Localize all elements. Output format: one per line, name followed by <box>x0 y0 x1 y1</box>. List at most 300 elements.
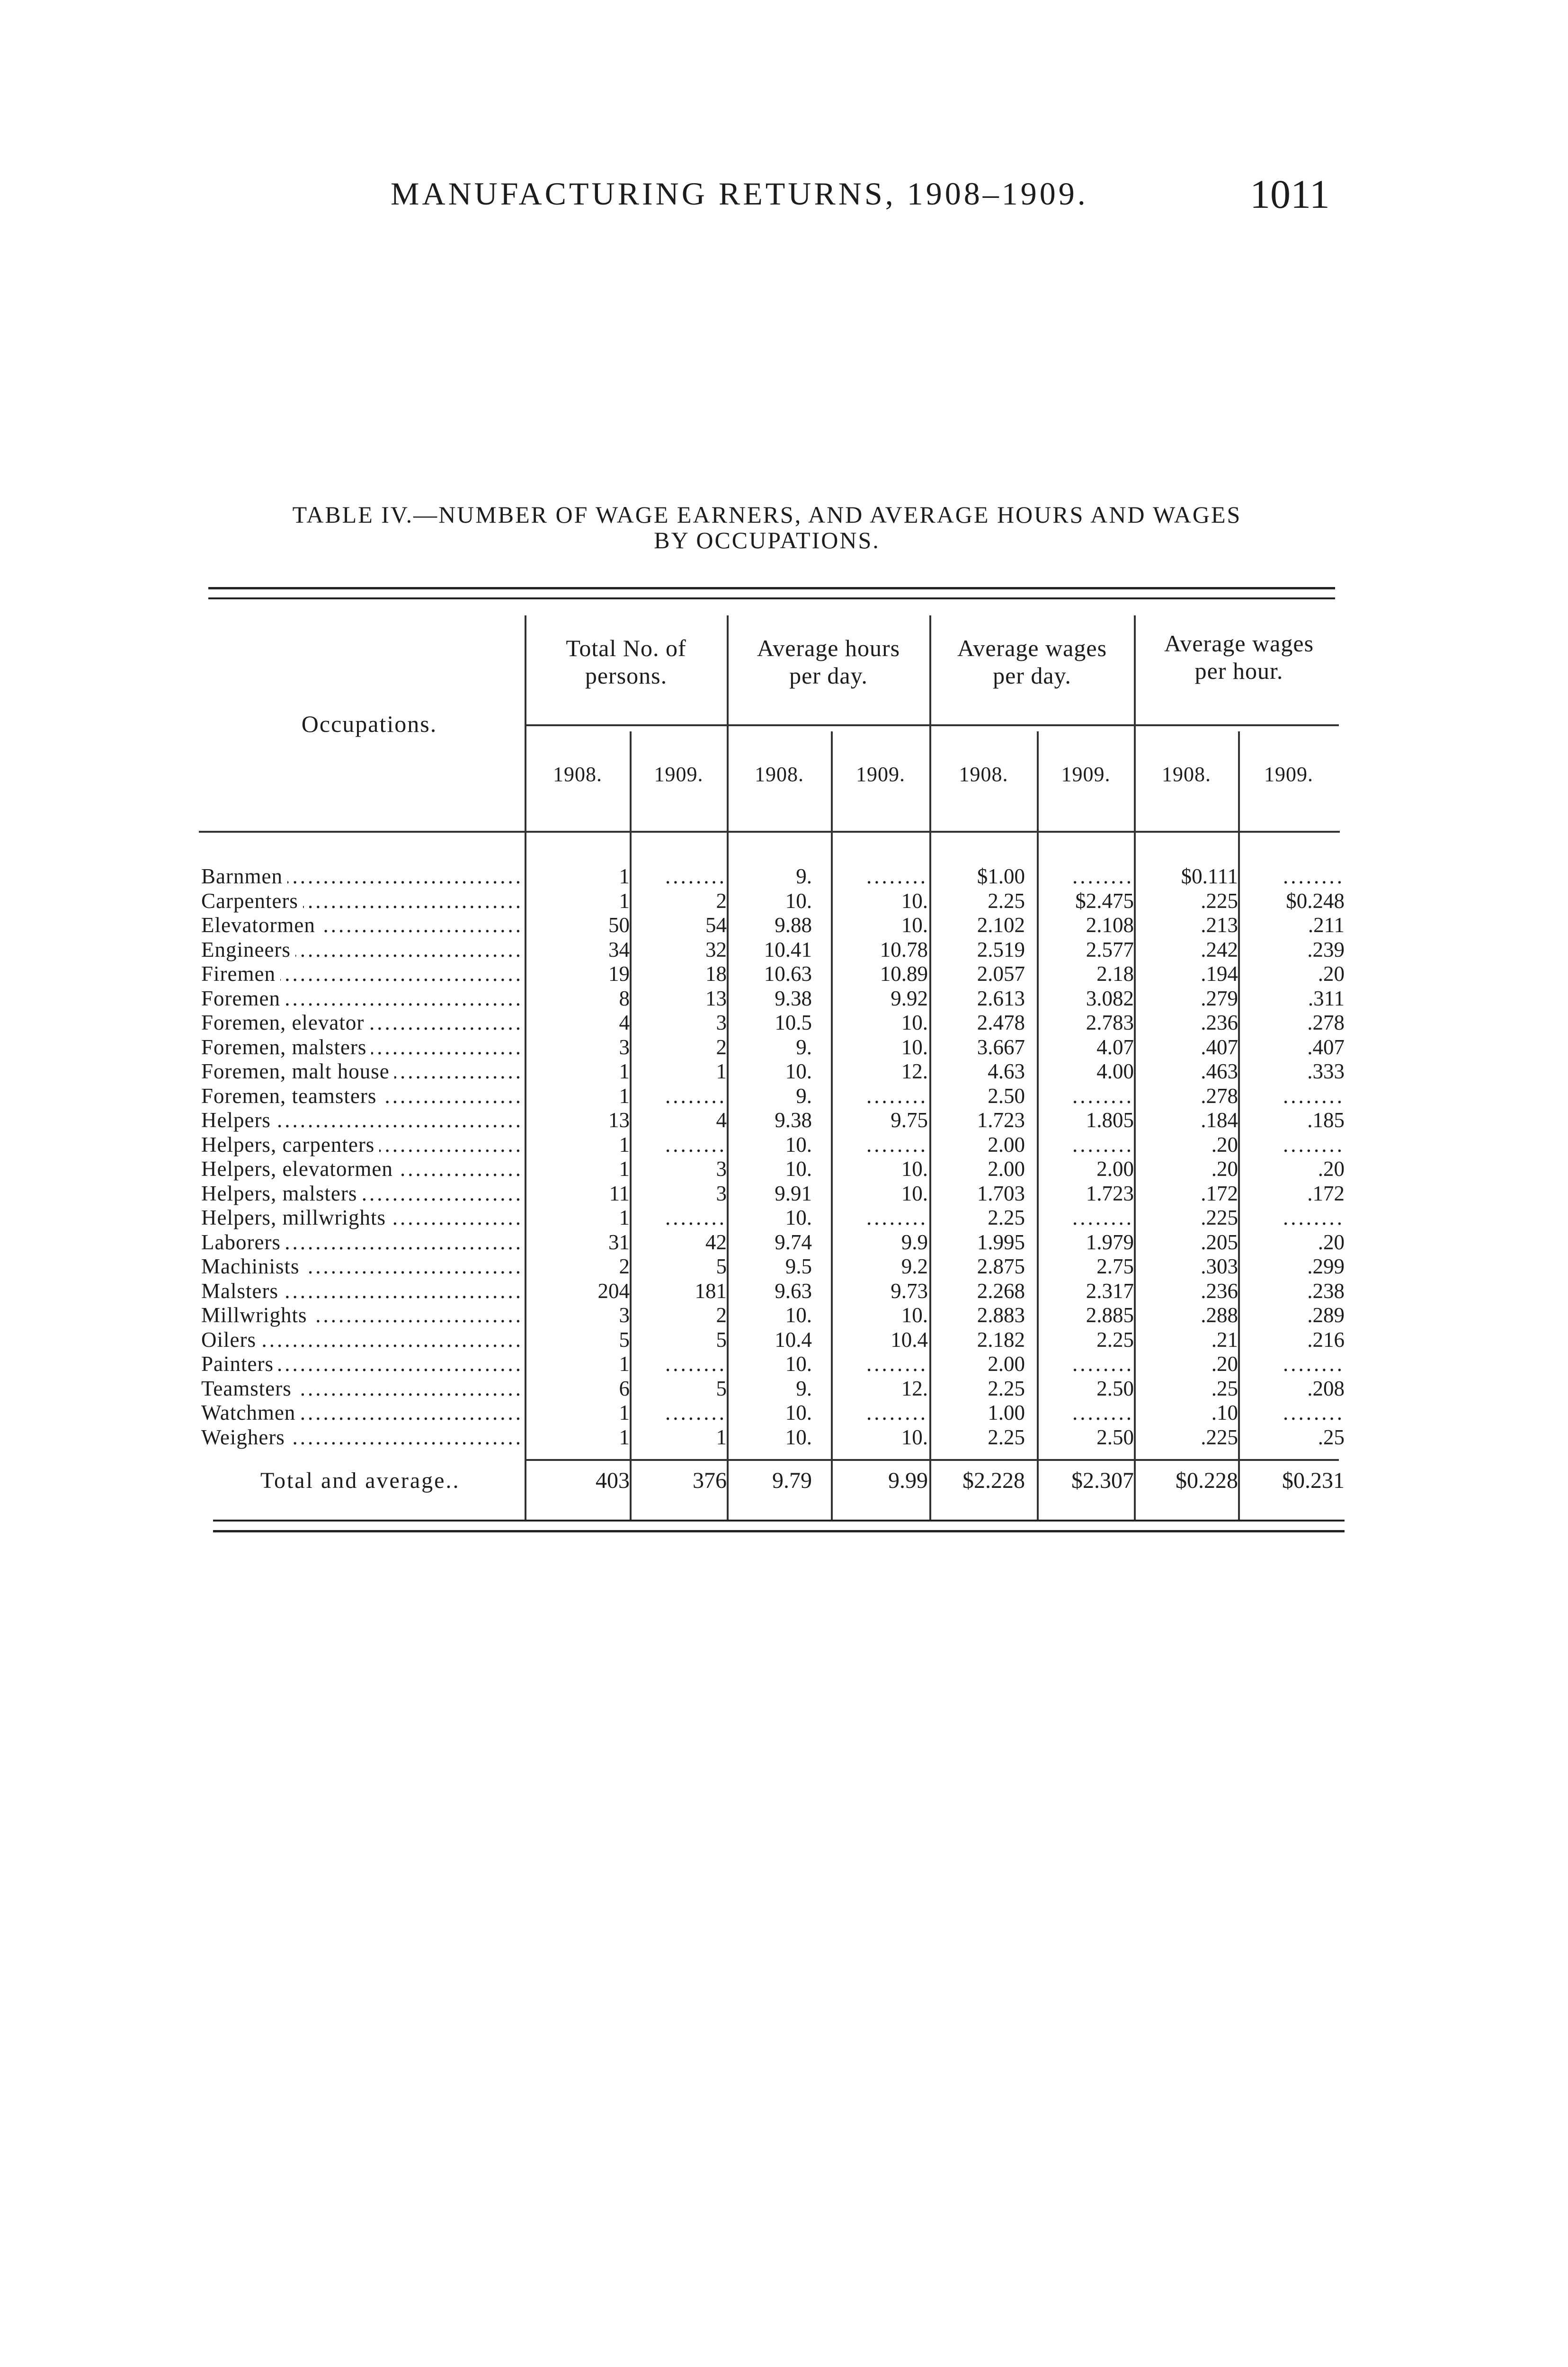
occupation-label: Foremen, elevator <box>201 1011 369 1034</box>
wages-hour-1908: .236 <box>1201 1011 1238 1034</box>
hours-1909: 10. <box>901 1181 928 1205</box>
persons-1909: ........ <box>665 1401 727 1424</box>
wages-day-1908: 2.25 <box>988 1425 1025 1449</box>
occupation-cell <box>201 1254 528 1279</box>
hours-1909: ........ <box>866 864 928 888</box>
top-rule <box>208 587 1335 589</box>
occupation-cell <box>201 1181 528 1206</box>
table-row <box>199 1279 1345 1303</box>
persons-1908: 3 <box>619 1035 630 1059</box>
persons-1908: 1 <box>619 889 630 913</box>
hours-1908: 10. <box>785 1425 812 1449</box>
hours-1909: 10. <box>901 1035 928 1059</box>
occupation-cell <box>201 1157 528 1181</box>
occupation-cell <box>201 937 528 962</box>
hours-1909: 12. <box>901 1376 928 1400</box>
persons-1908: 50 <box>608 913 630 937</box>
hours-1909: 10. <box>901 889 928 913</box>
table-body <box>199 864 1345 1449</box>
persons-1909: 4 <box>716 1108 727 1132</box>
occupation-label: Oilers <box>201 1328 261 1352</box>
persons-1909: ........ <box>665 1084 727 1108</box>
table-row <box>199 961 1345 986</box>
occupation-cell <box>201 1279 528 1303</box>
persons-1908: 1 <box>619 1059 630 1083</box>
hours-1908: 9.88 <box>775 913 812 937</box>
occupation-label: Weighers <box>201 1425 290 1449</box>
hours-1908: 10. <box>785 1132 812 1157</box>
persons-1909: 18 <box>705 962 727 986</box>
wages-hour-1909: .216 <box>1307 1327 1345 1352</box>
group-head-line: Average wages <box>1164 630 1314 657</box>
wages-day-1909: 3.082 <box>1086 986 1134 1010</box>
wages-day-1908: 3.667 <box>977 1035 1025 1059</box>
table-row <box>199 986 1345 1011</box>
wages-day-1908: 2.057 <box>977 962 1025 986</box>
year-head-wages-day-1909: 1909. <box>1061 763 1111 786</box>
group-head-line: per hour. <box>1194 658 1283 684</box>
wages-hour-1909: .238 <box>1307 1279 1345 1303</box>
wages-day-1908: 1.00 <box>988 1401 1025 1424</box>
occupation-cell <box>201 1327 528 1352</box>
persons-1908: 31 <box>608 1230 630 1254</box>
wages-day-1909: ........ <box>1072 1084 1134 1108</box>
hours-1909: 10.78 <box>880 937 928 961</box>
wages-day-1909: 2.50 <box>1096 1376 1134 1400</box>
persons-1908: 204 <box>597 1279 630 1303</box>
wages-hour-1908: .20 <box>1211 1157 1238 1181</box>
hours-1909: 9.9 <box>901 1230 928 1254</box>
wages-day-1909: 1.979 <box>1086 1230 1134 1254</box>
total-persons-1909: 376 <box>693 1468 727 1493</box>
header-bottom-rule <box>199 831 1340 833</box>
wages-day-1908: 2.00 <box>988 1157 1025 1181</box>
wages-hour-1909: .311 <box>1308 986 1345 1010</box>
top-rule-double <box>208 597 1335 599</box>
wages-hour-1908: .288 <box>1201 1303 1238 1327</box>
persons-1908: 6 <box>619 1376 630 1400</box>
hours-1908: 10. <box>785 1059 812 1083</box>
hours-1909: 10.4 <box>891 1327 928 1352</box>
persons-1908: 1 <box>619 1157 630 1181</box>
occupation-label: Malsters <box>201 1279 283 1303</box>
wages-hour-1908: .10 <box>1211 1401 1238 1424</box>
hours-1909: 10. <box>901 1157 928 1181</box>
group-head-line: Total No. of <box>566 635 686 661</box>
wages-hour-1909: .239 <box>1307 937 1345 961</box>
wages-hour-1909: ........ <box>1283 864 1345 888</box>
persons-1909: ........ <box>665 864 727 888</box>
occupation-cell <box>201 1425 528 1450</box>
wages-day-1909: 2.317 <box>1086 1279 1134 1303</box>
bottom-rule <box>213 1520 1345 1522</box>
hours-1909: 12. <box>901 1059 928 1083</box>
page-number: 1011 <box>1250 171 1330 217</box>
group-head-total-persons <box>526 634 727 689</box>
wages-hour-1908: .172 <box>1201 1181 1238 1205</box>
table-row <box>199 1084 1345 1108</box>
wages-day-1908: 2.25 <box>988 1376 1025 1400</box>
wages-day-1908: 2.00 <box>988 1352 1025 1376</box>
persons-1908: 8 <box>619 986 630 1010</box>
hours-1908: 9.5 <box>785 1255 812 1278</box>
hours-1909: 10. <box>901 1425 928 1449</box>
wages-day-1909: ........ <box>1072 864 1134 888</box>
persons-1909: 2 <box>716 1303 727 1327</box>
wages-hour-1909: .299 <box>1307 1255 1345 1278</box>
occupation-cell <box>201 986 528 1011</box>
hours-1908: 9.63 <box>775 1279 812 1303</box>
wages-hour-1908: .184 <box>1201 1108 1238 1132</box>
occupation-label: Foremen, teamsters <box>201 1084 381 1108</box>
total-wages-hour-1908: $0.228 <box>1176 1468 1238 1493</box>
hours-1909: 9.92 <box>891 986 928 1010</box>
wages-day-1908: 2.268 <box>977 1279 1025 1303</box>
occupation-cell <box>201 913 528 937</box>
wages-day-1909: 2.783 <box>1086 1011 1134 1034</box>
wages-day-1909: 4.00 <box>1096 1059 1134 1083</box>
wages-hour-1908: .242 <box>1201 937 1238 961</box>
hours-1909: 9.75 <box>891 1108 928 1132</box>
wages-hour-1909: .185 <box>1307 1108 1345 1132</box>
wages-day-1908: 2.519 <box>977 937 1025 961</box>
persons-1909: 5 <box>716 1376 727 1400</box>
occupation-cell <box>201 1352 528 1376</box>
wages-day-1909: 1.805 <box>1086 1108 1134 1132</box>
wages-day-1909: 4.07 <box>1096 1035 1134 1059</box>
wages-hour-1909: .289 <box>1307 1303 1345 1327</box>
occupation-label: Foremen, malsters <box>201 1035 371 1059</box>
persons-1908: 1 <box>619 1206 630 1229</box>
occupation-label: Foremen <box>201 987 285 1010</box>
wages-day-1909: ........ <box>1072 1352 1134 1376</box>
total-hours-1908: 9.79 <box>772 1468 812 1493</box>
wages-hour-1909: .208 <box>1307 1376 1345 1400</box>
wages-hour-1909: ........ <box>1283 1084 1345 1108</box>
table-row <box>199 1108 1345 1132</box>
wages-day-1908: 2.478 <box>977 1011 1025 1034</box>
hours-1908: 10.4 <box>775 1327 812 1352</box>
persons-1909: 1 <box>716 1059 727 1083</box>
wages-day-1909: ........ <box>1072 1401 1134 1424</box>
table-row <box>199 1205 1345 1230</box>
wages-day-1909: 2.75 <box>1096 1255 1134 1278</box>
wages-day-1909: ........ <box>1072 1206 1134 1229</box>
hours-1908: 10.41 <box>764 937 812 961</box>
wages-day-1909: 2.885 <box>1086 1303 1134 1327</box>
hours-1908: 10. <box>785 889 812 913</box>
table-row <box>199 864 1345 889</box>
table-row <box>199 1376 1345 1401</box>
group-head-line: per day. <box>789 662 868 689</box>
hours-1908: 9.38 <box>775 986 812 1010</box>
wages-hour-1909: ........ <box>1283 1206 1345 1229</box>
persons-1909: 3 <box>716 1011 727 1034</box>
year-head-wages-day-1908: 1908. <box>959 763 1008 786</box>
total-row <box>199 1468 1345 1496</box>
occupation-label: Elevatormen <box>201 913 320 937</box>
group-head-line: per day. <box>993 662 1071 689</box>
persons-1908: 34 <box>608 937 630 961</box>
persons-1909: 13 <box>705 986 727 1010</box>
table-caption-line-2: BY OCCUPATIONS. <box>654 527 880 553</box>
occupation-label: Firemen <box>201 962 280 986</box>
wages-hour-1909: .20 <box>1318 1230 1345 1254</box>
persons-1908: 13 <box>608 1108 630 1132</box>
wages-hour-1908: .303 <box>1201 1255 1238 1278</box>
hours-1908: 10.5 <box>775 1011 812 1034</box>
wages-hour-1908: .25 <box>1211 1376 1238 1400</box>
persons-1908: 19 <box>608 962 630 986</box>
table-row <box>199 913 1345 937</box>
hours-1909: 10.89 <box>880 962 928 986</box>
hours-1908: 10.63 <box>764 962 812 986</box>
table-row <box>199 1157 1345 1181</box>
wages-hour-1909: .333 <box>1307 1059 1345 1083</box>
occupation-label: Machinists <box>201 1255 304 1278</box>
occupation-cell <box>201 1059 528 1084</box>
table-row <box>199 1035 1345 1059</box>
wages-day-1909: $2.475 <box>1075 889 1134 913</box>
persons-1909: 5 <box>716 1255 727 1278</box>
hours-1908: 10. <box>785 1206 812 1229</box>
wages-day-1909: 2.00 <box>1096 1157 1134 1181</box>
occupation-cell <box>201 1230 528 1255</box>
occupation-cell <box>201 1400 528 1425</box>
wages-day-1908: 2.102 <box>977 913 1025 937</box>
hours-1908: 9. <box>796 1035 812 1059</box>
persons-1909: ........ <box>665 1206 727 1229</box>
group-head-avg-hours <box>728 634 929 689</box>
total-label: Total and average.. <box>260 1468 460 1493</box>
wages-day-1908: 2.25 <box>988 1206 1025 1229</box>
wages-hour-1909: .407 <box>1307 1035 1345 1059</box>
occupation-cell <box>201 1035 528 1059</box>
wages-day-1909: 2.50 <box>1096 1425 1134 1449</box>
persons-1909: 2 <box>716 1035 727 1059</box>
occupation-label: Helpers, carpenters <box>201 1133 379 1157</box>
persons-1908: 2 <box>619 1255 630 1278</box>
wages-hour-1909: $0.248 <box>1286 889 1345 913</box>
hours-1908: 10. <box>785 1352 812 1376</box>
group-head-line: persons. <box>585 662 668 689</box>
total-top-rule <box>525 1459 1339 1461</box>
year-head-hours-1908: 1908. <box>755 763 804 786</box>
table-row <box>199 1400 1345 1425</box>
group-head-line: Average hours <box>757 635 900 661</box>
wages-hour-1909: ........ <box>1283 1132 1345 1157</box>
page-header <box>391 170 1337 218</box>
wages-day-1908: 2.00 <box>988 1132 1025 1157</box>
occupation-cell <box>201 1108 528 1132</box>
persons-1908: 3 <box>619 1303 630 1327</box>
wages-day-1909: 2.25 <box>1096 1327 1134 1352</box>
occupation-label: Helpers, malsters <box>201 1182 362 1205</box>
total-wages-hour-1909: $0.231 <box>1282 1468 1345 1493</box>
wages-hour-1908: .279 <box>1201 986 1238 1010</box>
wages-hour-1908: .278 <box>1201 1084 1238 1108</box>
persons-1909: 3 <box>716 1157 727 1181</box>
hours-1909: 9.2 <box>901 1255 928 1278</box>
group-head-avg-wages-hour <box>1135 630 1343 685</box>
wages-day-1908: 1.703 <box>977 1181 1025 1205</box>
table-row <box>199 1425 1345 1450</box>
wages-hour-1908: .225 <box>1201 1206 1238 1229</box>
wages-hour-1908: .21 <box>1211 1327 1238 1352</box>
wages-hour-1908: .205 <box>1201 1230 1238 1254</box>
occupation-label: Carpenters <box>201 889 303 913</box>
year-head-wages-hour-1909: 1909. <box>1264 763 1313 786</box>
wages-hour-1908: .213 <box>1201 913 1238 937</box>
occupation-label: Helpers, elevatormen <box>201 1157 398 1181</box>
running-title: MANUFACTURING RETURNS, 1908–1909. <box>391 176 1088 212</box>
bottom-rule-double <box>213 1530 1345 1532</box>
hours-1908: 9. <box>796 1376 812 1400</box>
year-head-persons-1908: 1908. <box>553 763 602 786</box>
wages-hour-1909: .172 <box>1307 1181 1345 1205</box>
persons-1908: 1 <box>619 1401 630 1424</box>
occupation-label: Painters <box>201 1352 278 1376</box>
persons-1908: 1 <box>619 1352 630 1376</box>
wages-day-1909: 2.18 <box>1096 962 1134 986</box>
table-row <box>199 1181 1345 1206</box>
total-persons-1908: 403 <box>596 1468 630 1493</box>
hours-1908: 9.74 <box>775 1230 812 1254</box>
hours-1909: 9.73 <box>891 1279 928 1303</box>
persons-1908: 1 <box>619 1132 630 1157</box>
wages-hour-1908: .194 <box>1201 962 1238 986</box>
persons-1908: 1 <box>619 1425 630 1449</box>
table-row <box>199 1059 1345 1084</box>
wages-day-1908: 4.63 <box>988 1059 1025 1083</box>
wages-hour-1908: .463 <box>1201 1059 1238 1083</box>
hours-1909: ........ <box>866 1352 928 1376</box>
wages-hour-1908: .20 <box>1211 1132 1238 1157</box>
occupation-cell <box>201 1084 528 1108</box>
wages-day-1909: 2.108 <box>1086 913 1134 937</box>
occupation-cell <box>201 1205 528 1230</box>
year-head-persons-1909: 1909. <box>654 763 704 786</box>
year-head-wages-hour-1908: 1908. <box>1162 763 1211 786</box>
occupation-label: Helpers, millwrights <box>201 1206 391 1229</box>
table-caption-line-1: TABLE IV.—NUMBER OF WAGE EARNERS, AND AVERAGE HOURS AND WAGES <box>292 501 1242 528</box>
persons-1909: 54 <box>705 913 727 937</box>
hours-1909: ........ <box>866 1401 928 1424</box>
occupation-label: Watchmen <box>201 1401 300 1424</box>
hours-1909: ........ <box>866 1084 928 1108</box>
wages-hour-1908: .236 <box>1201 1279 1238 1303</box>
table-row <box>199 1254 1345 1279</box>
hours-1908: 10. <box>785 1157 812 1181</box>
hours-1909: 10. <box>901 1303 928 1327</box>
occupation-label: Barnmen <box>201 864 287 888</box>
table-row <box>199 1327 1345 1352</box>
persons-1909: 42 <box>705 1230 727 1254</box>
persons-1908: 5 <box>619 1327 630 1352</box>
wages-day-1908: 2.25 <box>988 889 1025 913</box>
wages-hour-1909: .278 <box>1307 1011 1345 1034</box>
wages-day-1908: 2.883 <box>977 1303 1025 1327</box>
occupation-cell <box>201 1303 528 1327</box>
table-row <box>199 1132 1345 1157</box>
wages-hour-1909: .20 <box>1318 962 1345 986</box>
wages-hour-1909: .20 <box>1318 1157 1345 1181</box>
table-row <box>199 889 1345 913</box>
occupation-label: Laborers <box>201 1230 285 1254</box>
hours-1908: 9.38 <box>775 1108 812 1132</box>
persons-1909: 2 <box>716 889 727 913</box>
wages-hour-1909: .25 <box>1318 1425 1345 1449</box>
table-caption <box>199 502 1335 553</box>
wages-day-1909: 2.577 <box>1086 937 1134 961</box>
occupations-header: Occupations. <box>301 711 437 737</box>
persons-1909: 5 <box>716 1327 727 1352</box>
wages-hour-1908: $0.111 <box>1181 864 1238 888</box>
occupation-cell <box>201 1376 528 1401</box>
occupation-label: Foremen, malt house <box>201 1059 394 1083</box>
total-wages-day-1909: $2.307 <box>1071 1468 1134 1493</box>
wages-hour-1908: .407 <box>1201 1035 1238 1059</box>
wages-day-1908: 2.50 <box>988 1084 1025 1108</box>
hours-1909: 10. <box>901 913 928 937</box>
occupation-label: Millwrights <box>201 1303 312 1327</box>
wages-hour-1909: ........ <box>1283 1401 1345 1424</box>
wages-hour-1909: ........ <box>1283 1352 1345 1376</box>
hours-1908: 10. <box>785 1401 812 1424</box>
year-head-hours-1909: 1909. <box>856 763 905 786</box>
occupation-cell <box>201 1132 528 1157</box>
persons-1908: 4 <box>619 1011 630 1034</box>
wages-day-1908: 1.995 <box>977 1230 1025 1254</box>
persons-1908: 1 <box>619 864 630 888</box>
table-row <box>199 1230 1345 1255</box>
wages-hour-1908: .225 <box>1201 889 1238 913</box>
hours-1909: ........ <box>866 1132 928 1157</box>
table-row <box>199 937 1345 962</box>
table-row <box>199 1352 1345 1376</box>
persons-1909: ........ <box>665 1132 727 1157</box>
occupation-label: Teamsters <box>201 1377 296 1400</box>
wages-day-1908: 2.875 <box>977 1255 1025 1278</box>
persons-1909: 1 <box>716 1425 727 1449</box>
persons-1909: 3 <box>716 1181 727 1205</box>
wages-hour-1908: .20 <box>1211 1352 1238 1376</box>
total-hours-1909: 9.99 <box>888 1468 928 1493</box>
table-row <box>199 1303 1345 1327</box>
hours-1909: ........ <box>866 1206 928 1229</box>
wages-day-1909: 1.723 <box>1086 1181 1134 1205</box>
persons-1909: ........ <box>665 1352 727 1376</box>
occupation-cell <box>201 961 528 986</box>
persons-1908: 1 <box>619 1084 630 1108</box>
wages-day-1908: 1.723 <box>977 1108 1025 1132</box>
wages-hour-1909: .211 <box>1308 913 1345 937</box>
occupation-label: Helpers <box>201 1108 276 1132</box>
hours-1908: 9. <box>796 1084 812 1108</box>
persons-1909: 181 <box>695 1279 727 1303</box>
occupation-label: Engineers <box>201 938 295 961</box>
group-head-avg-wages-day <box>930 634 1134 689</box>
wages-day-1908: 2.182 <box>977 1327 1025 1352</box>
group-header-rule <box>525 724 1339 726</box>
occupation-cell <box>201 1010 528 1035</box>
wages-hour-1908: .225 <box>1201 1425 1238 1449</box>
wages-day-1908: 2.613 <box>977 986 1025 1010</box>
wages-day-1908: $1.00 <box>977 864 1025 888</box>
hours-1908: 9.91 <box>775 1181 812 1205</box>
group-head-line: Average wages <box>957 635 1107 661</box>
persons-1908: 11 <box>609 1181 630 1205</box>
